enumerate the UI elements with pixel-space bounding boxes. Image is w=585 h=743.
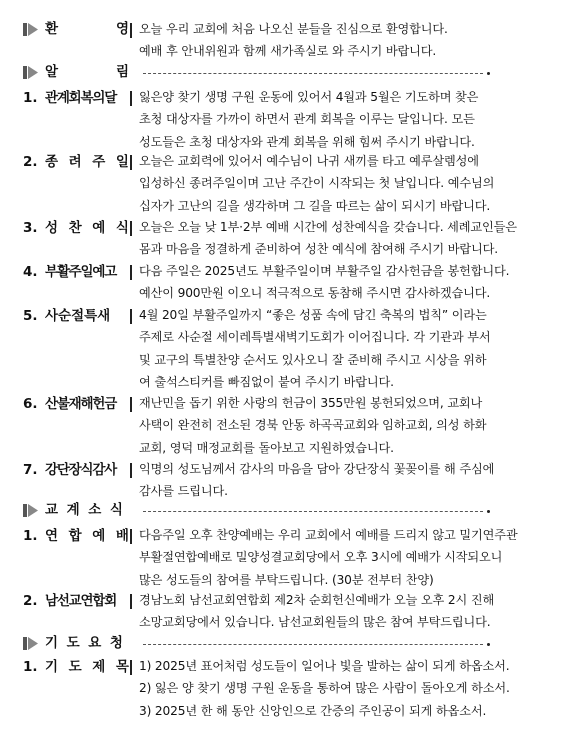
- notice-item-label: 2. 종 려 주 일: [23, 154, 129, 170]
- welcome-label: 환 영: [45, 21, 129, 37]
- section-dashed-rule: [143, 511, 483, 512]
- notices-section-title: 알 림: [45, 64, 129, 80]
- section-dashed-rule: [143, 73, 483, 74]
- label-divider: [130, 91, 132, 106]
- notice-item-text: 재난민을 돕기 위한 사랑의 헌금이 355만원 봉헌되었으며, 교회나 사택이 완전히 전소된 경북 안동 하곡곡교회와 임하교회, 의성 하화 교회, 영덕 매정교회를 돌아보고 지원하였습니다.: [139, 396, 487, 455]
- interchurch-item-label: 1. 연 합 예 배: [23, 528, 129, 544]
- section-dashed-rule: [143, 644, 483, 645]
- interchurch-item-label: 2. 남선교연합회: [23, 593, 117, 609]
- prayer-item-text: 1) 2025년 표어처럼 성도들이 일어나 빛을 발하는 삶이 되게 하옵소서. 2) 잃은 양 찾기 생명 구원 운동을 통하여 많은 사람이 돌아오게 하소서. 3) 2025년 한 해 동안 신앙인으로 간증의 주인공이 되게 하옵소서.: [139, 659, 510, 718]
- rule-end-dot: [487, 643, 490, 646]
- notice-item-label: 3. 성 찬 예 식: [23, 220, 129, 236]
- interchurch-item-text: 다음주일 오후 찬양예배는 우리 교회에서 예배를 드리지 않고 밀기연주관 부활절연합예배로 밀양성결교회당에서 오후 3시에 예배가 시작되오니 많은 성도들의 참여를 부탁드립니다. (30분 전부터 찬양): [139, 528, 518, 587]
- notice-item-label: 4. 부활주일예고: [23, 264, 117, 280]
- prayer-section-title: 기 도 요 청: [45, 635, 123, 651]
- label-divider: [130, 529, 132, 544]
- interchurch-item-text: 경남노회 남선교회연합회 제2차 순회헌신예배가 오늘 오후 2시 진해 소망교회당에서 있습니다. 남선교회원들의 많은 참여 부탁드립니다.: [139, 593, 495, 630]
- notice-item-text: 다음 주일은 2025년도 부활주일이며 부활주일 감사헌금을 봉헌합니다. 예산이 900만원 이오니 적극적으로 동참해 주시면 감사하겠습니다.: [139, 264, 510, 301]
- notice-item-text: 오늘은 오늘 낮 1부·2부 예배 시간에 성찬예식을 갖습니다. 세례교인들은 몸과 마음을 정결하게 준비하여 성찬 예식에 참여해 주시기 바랍니다.: [139, 220, 517, 257]
- label-divider: [130, 594, 132, 609]
- label-divider: [130, 463, 132, 478]
- section-marker-icon: [23, 66, 38, 79]
- label-divider: [130, 397, 132, 412]
- notice-item-label: 1. 관계회복의달: [23, 90, 117, 106]
- notice-item-text: 잃은양 찾기 생명 구원 운동에 있어서 4월과 5월은 기도하며 찾은 초청 대상자를 가까이 하면서 관계 회복을 이루는 달입니다. 모든 성도들은 초청 대상자와 관계 회복을 위해 힘써 주시기 바랍니다.: [139, 90, 479, 149]
- notice-item-label: 7. 강단장식감사: [23, 462, 117, 478]
- welcome-text: 오늘 우리 교회에 처음 나오신 분들을 진심으로 환영합니다. 예배 후 안내위원과 함께 새가족실로 와 주시기 바랍니다.: [139, 22, 448, 59]
- prayer-item-label: 1. 기 도 제 목: [23, 659, 129, 675]
- notice-item-text: 오늘은 교회력에 있어서 예수님이 나귀 새끼를 타고 예루살렘성에 입성하신 종려주일이며 고난 주간이 시작되는 첫 날입니다. 예수님의 십자가 고난의 길을 생각하며 그 길을 따르는 삶이 되시기 바랍니다.: [139, 154, 495, 213]
- rule-end-dot: [487, 72, 490, 75]
- label-divider: [130, 155, 132, 170]
- label-divider: [130, 221, 132, 236]
- notice-item-label: 6. 산불재해헌금: [23, 396, 117, 412]
- label-divider: [130, 265, 132, 280]
- label-divider: [130, 23, 132, 38]
- notice-item-text: 익명의 성도님께서 감사의 마음을 담아 강단장식 꽃꽂이를 해 주심에 감사를 드립니다.: [139, 462, 495, 499]
- notice-item-label: 5. 사순절특새: [23, 308, 111, 324]
- section-marker-icon: [23, 23, 38, 36]
- label-divider: [130, 660, 132, 675]
- label-divider: [130, 309, 132, 324]
- interchurch-section-title: 교 계 소 식: [45, 502, 123, 518]
- notice-item-text: 4월 20일 부활주일까지 “좋은 성품 속에 담긴 축복의 법칙” 이라는 주제로 사순절 세이레특별새벽기도회가 이어집니다. 각 기관과 부서 및 교구의 특별찬양 순서도 있사오니 잘 준비해 주시고 시상을 위하 여 출석스티커를 빠짐없이 붙여 주시기 바랍니다.: [139, 308, 491, 389]
- section-marker-icon: [23, 637, 38, 650]
- rule-end-dot: [487, 510, 490, 513]
- section-marker-icon: [23, 504, 38, 517]
